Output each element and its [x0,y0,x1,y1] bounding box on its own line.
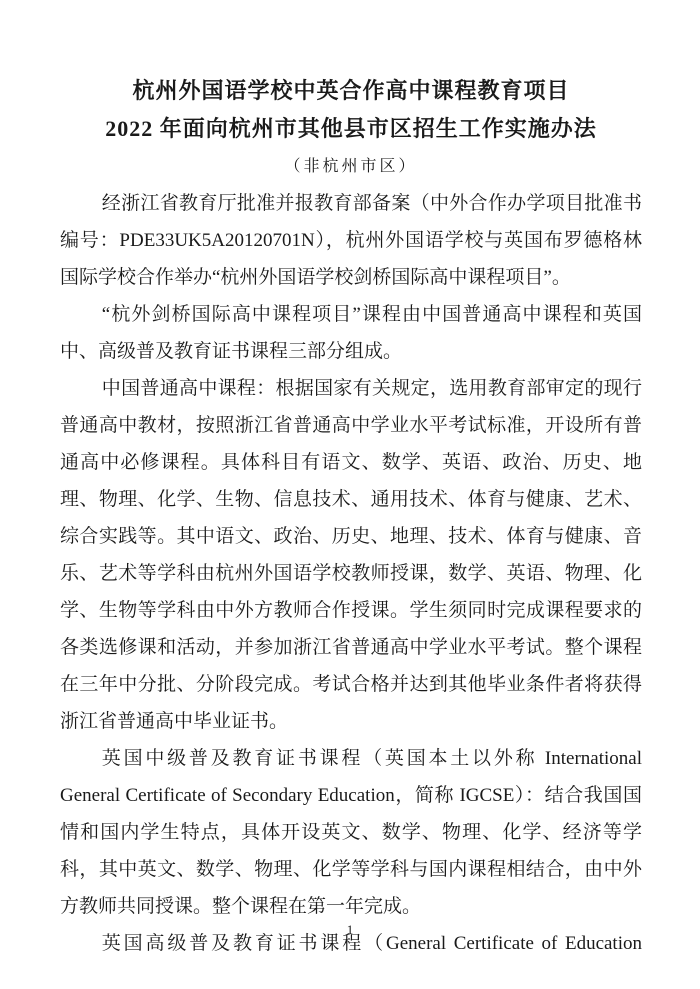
page-number: 1 [346,922,354,937]
paragraph-approval: 经浙江省教育厅批准并报教育部备案（中外合作办学项目批准书编号：PDE33UK5A20120701N），杭州外国语学校与英国布罗德格林国际学校合作举办“杭州外国语学校剑桥国际高中课程项目”。 [60,193,642,288]
paragraph-program-composition: “杭外剑桥国际高中课程项目”课程由中国普通高中课程和英国中、高级普及教育证书课程三部分组成。 [60,304,642,362]
paragraph-chinese-curriculum: 中国普通高中课程：根据国家有关规定，选用教育部审定的现行普通高中教材，按照浙江省普通高中学业水平考试标准，开设所有普通高中必修课程。具体科目有语文、数学、英语、政治、历史、地理、物理、化学、生物、信息技术、通用技术、体育与健康、艺术、综合实践等。其中语文、政治、历史、地理、技术、体育与健康、音乐、艺术等学科由杭州外国语学校教师授课，数学、英语、物理、化学、生物等学科由中外方教师合作授课。学生须同时完成课程要求的各类选修课和活动，并参加浙江省普通高中学业水平考试。整个课程在三年中分批、分阶段完成。考试合格并达到其他毕业条件者将获得浙江省普通高中毕业证书。 [60,378,642,732]
paragraph-gce-curriculum-truncated: 英国高级普及教育证书课程（General Certificate of Education [101,933,642,954]
document-body [60,185,642,962]
paragraph-igcse-curriculum: 英国中级普及教育证书课程（英国本土以外称 International General Certificate of Secondary Education，简称 IGCSE）：结合我国国情和国内学生特点，具体开设英文、数学、物理、化学、经济等学科，其中英文、数学、物理、化学等学科与国内课程相结合，由中外方教师共同授课。整个课程在第一年完成。 [60,748,642,917]
document-title-line1: 杭州外国语学校中英合作高中课程教育项目 [132,78,570,103]
document-subtitle: （非杭州市区） [284,158,418,175]
document-title-line2: 2022 年面向杭州市其他县市区招生工作实施办法 [105,116,597,141]
document-header [60,72,642,185]
